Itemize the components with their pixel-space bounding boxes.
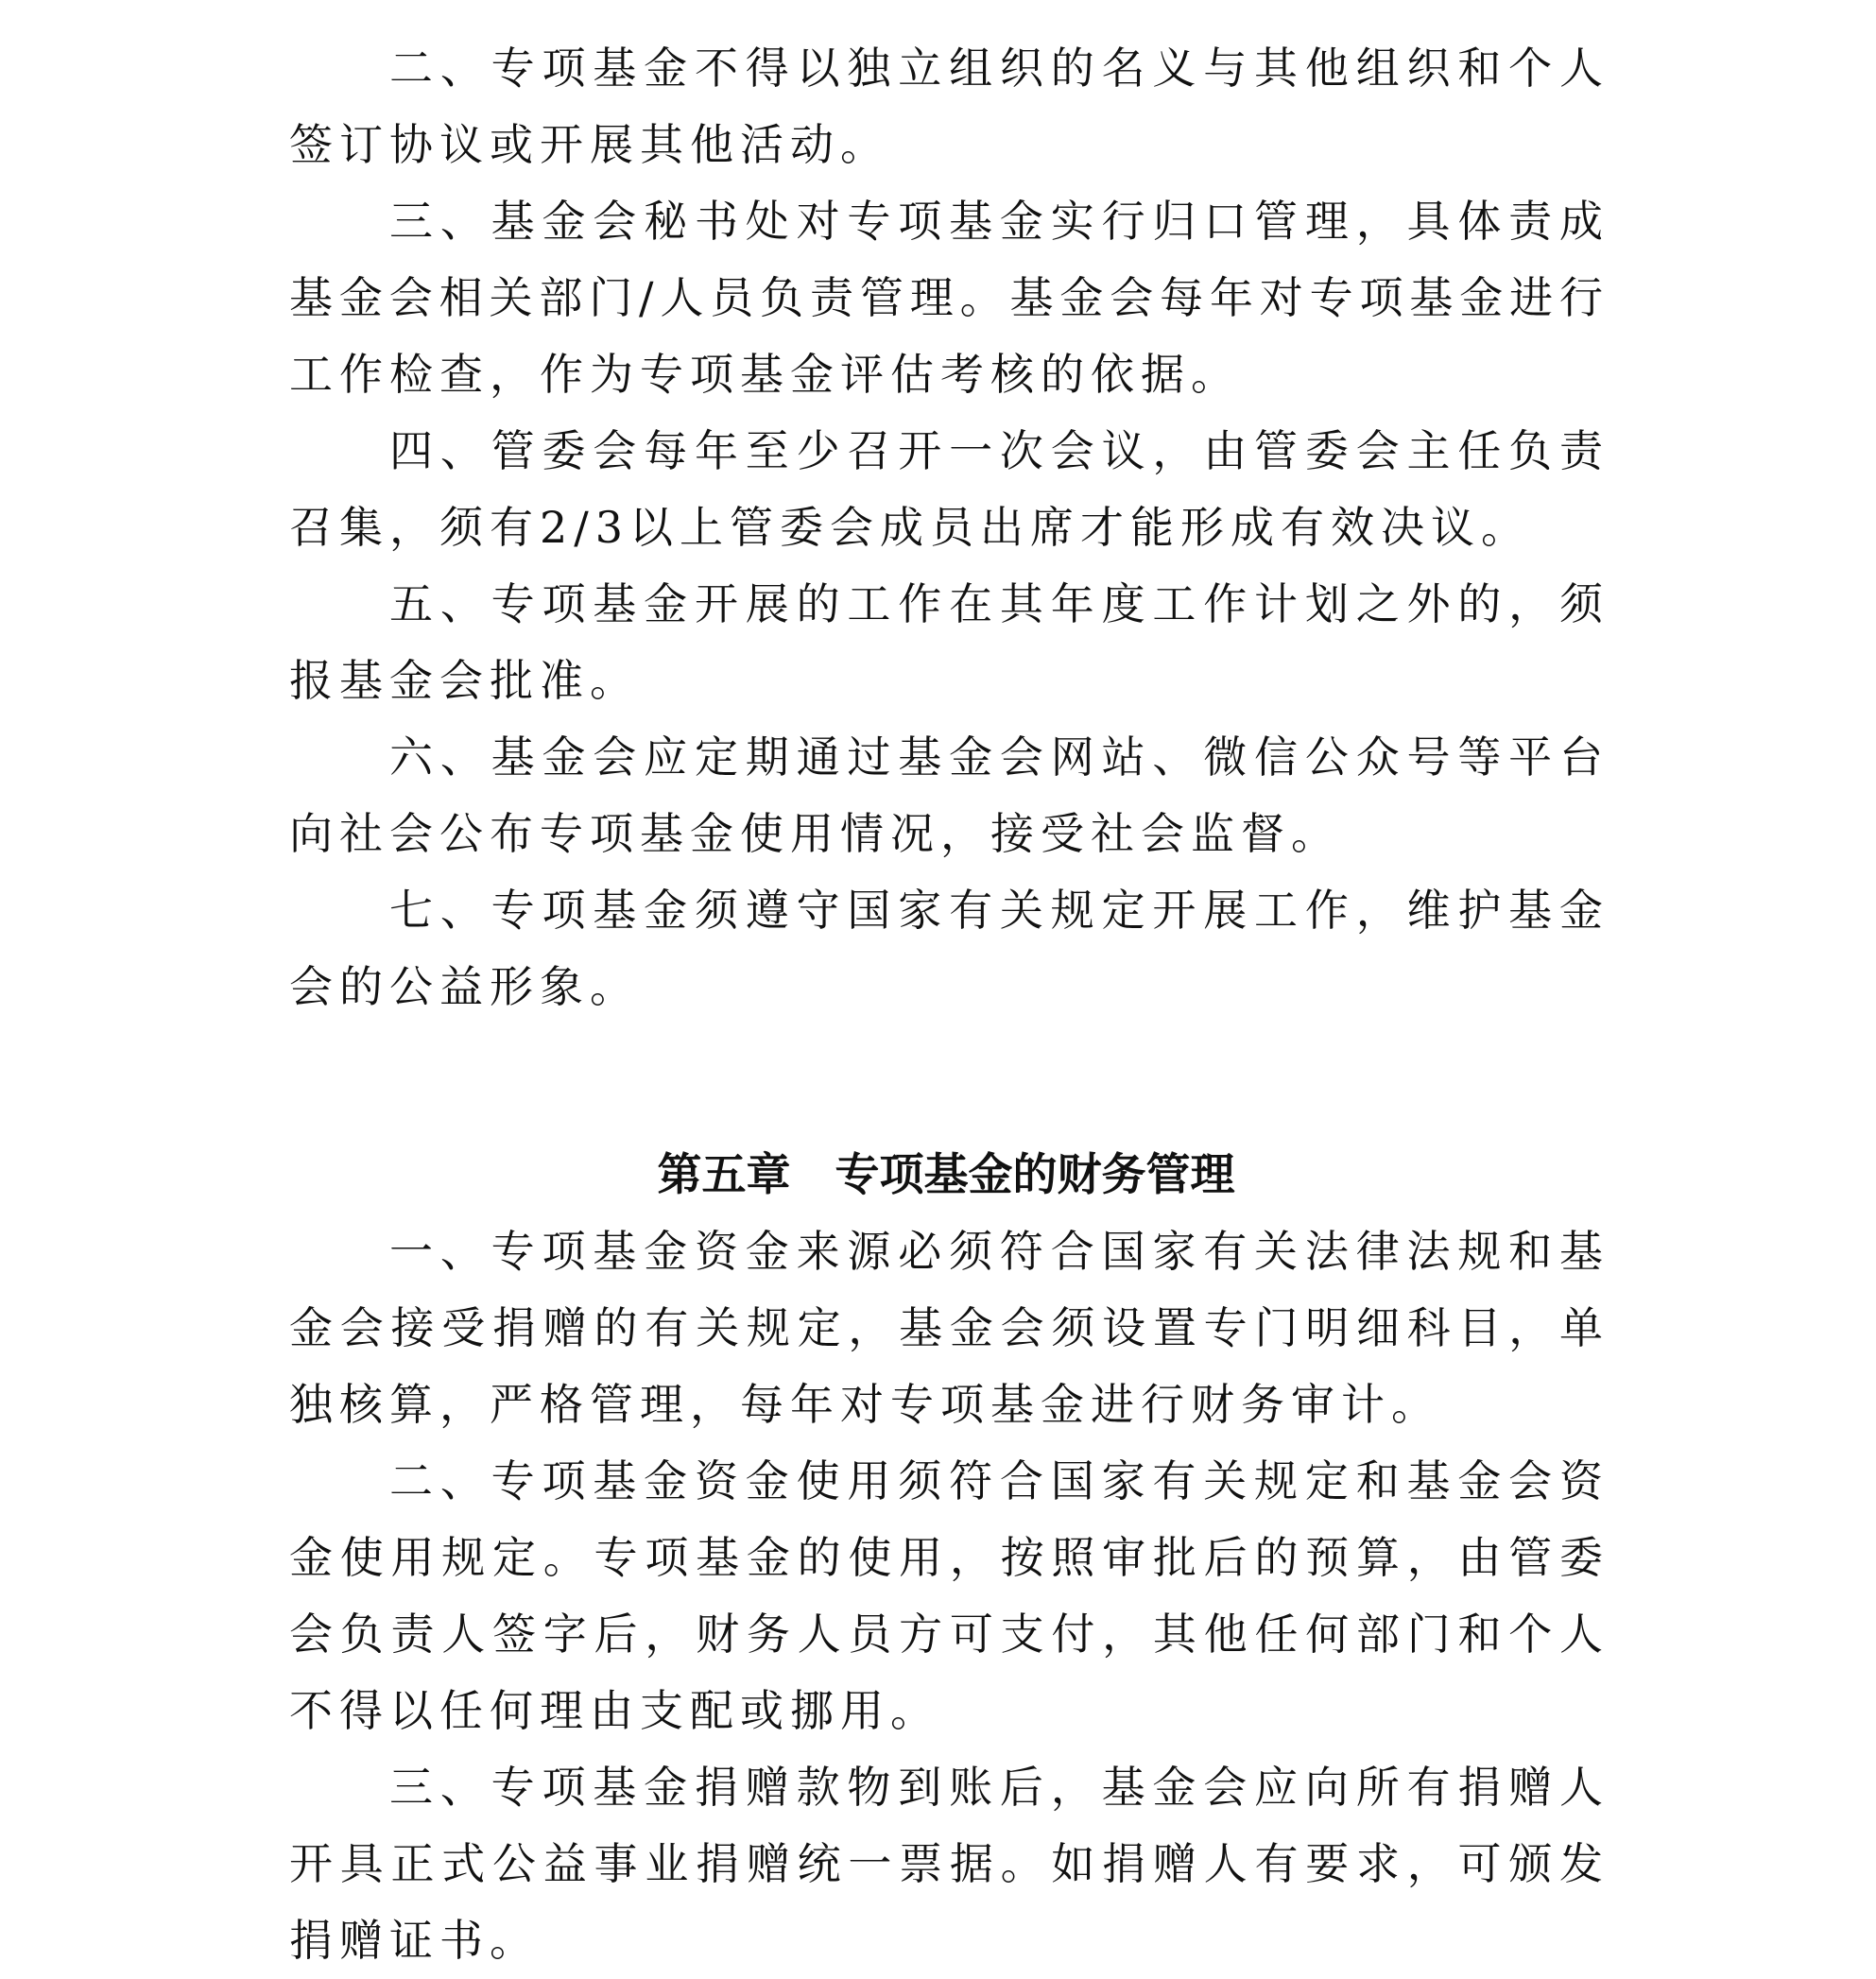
- text-line: 报基金会批准。: [289, 655, 640, 706]
- text-line: 工作检查，作为专项基金评估考核的依据。: [289, 349, 1241, 400]
- text-line: 向社会公布专项基金使用情况，接受社会监督。: [289, 808, 1341, 859]
- text-line: 捐赠证书。: [289, 1915, 540, 1966]
- paragraph-7: [289, 872, 1603, 1025]
- section-a: [289, 30, 1603, 1025]
- text-line: 七、专项基金须遵守国家有关规定开展工作，维护基金: [389, 885, 1603, 936]
- paragraph-1: [289, 1213, 1603, 1443]
- text-line: 金使用规定。专项基金的使用，按照审批后的预算，由管委: [289, 1532, 1603, 1583]
- text-line: 四、管委会每年至少召开一次会议，由管委会主任负责: [389, 425, 1603, 476]
- chapter-heading: 第五章 专项基金的财务管理: [657, 1149, 1235, 1201]
- text-line: 召集，须有2/3以上管委会成员出席才能形成有效决议。: [289, 502, 1532, 553]
- section-b: [289, 1213, 1603, 1979]
- text-line: 二、专项基金不得以独立组织的名义与其他组织和个人: [389, 43, 1603, 94]
- paragraph-3b: [289, 1749, 1603, 1979]
- text-line: 会的公益形象。: [289, 961, 640, 1012]
- text-line: 一、专项基金资金来源必须符合国家有关法律法规和基: [389, 1226, 1603, 1277]
- paragraph-3: [289, 183, 1603, 413]
- paragraph-6: [289, 719, 1603, 872]
- text-line: 开具正式公益事业捐赠统一票据。如捐赠人有要求，可颁发: [289, 1838, 1603, 1889]
- text-line: 会负责人签字后，财务人员方可支付，其他任何部门和个人: [289, 1609, 1603, 1660]
- text-line: 金会接受捐赠的有关规定，基金会须设置专门明细科目，单: [289, 1302, 1603, 1353]
- text-line: 独核算，严格管理，每年对专项基金进行财务审计。: [289, 1379, 1441, 1430]
- paragraph-2b: [289, 1443, 1603, 1749]
- paragraph-2: [289, 30, 1603, 183]
- text-line: 基金会相关部门/人员负责管理。基金会每年对专项基金进行: [289, 272, 1603, 323]
- text-line: 六、基金会应定期通过基金会网站、微信公众号等平台: [389, 731, 1603, 783]
- text-line: 三、专项基金捐赠款物到账后，基金会应向所有捐赠人: [389, 1762, 1603, 1813]
- paragraph-4: [289, 413, 1603, 566]
- section-gap: [289, 1025, 1603, 1137]
- paragraph-5: [289, 566, 1603, 719]
- text-line: 三、基金会秘书处对专项基金实行归口管理，具体责成: [389, 196, 1603, 247]
- text-line: 签订协议或开展其他活动。: [289, 119, 890, 170]
- document-page: [289, 30, 1603, 1979]
- text-line: 五、专项基金开展的工作在其年度工作计划之外的，须: [389, 578, 1603, 629]
- text-line: 二、专项基金资金使用须符合国家有关规定和基金会资: [389, 1455, 1603, 1506]
- text-line: 不得以任何理由支配或挪用。: [289, 1685, 940, 1736]
